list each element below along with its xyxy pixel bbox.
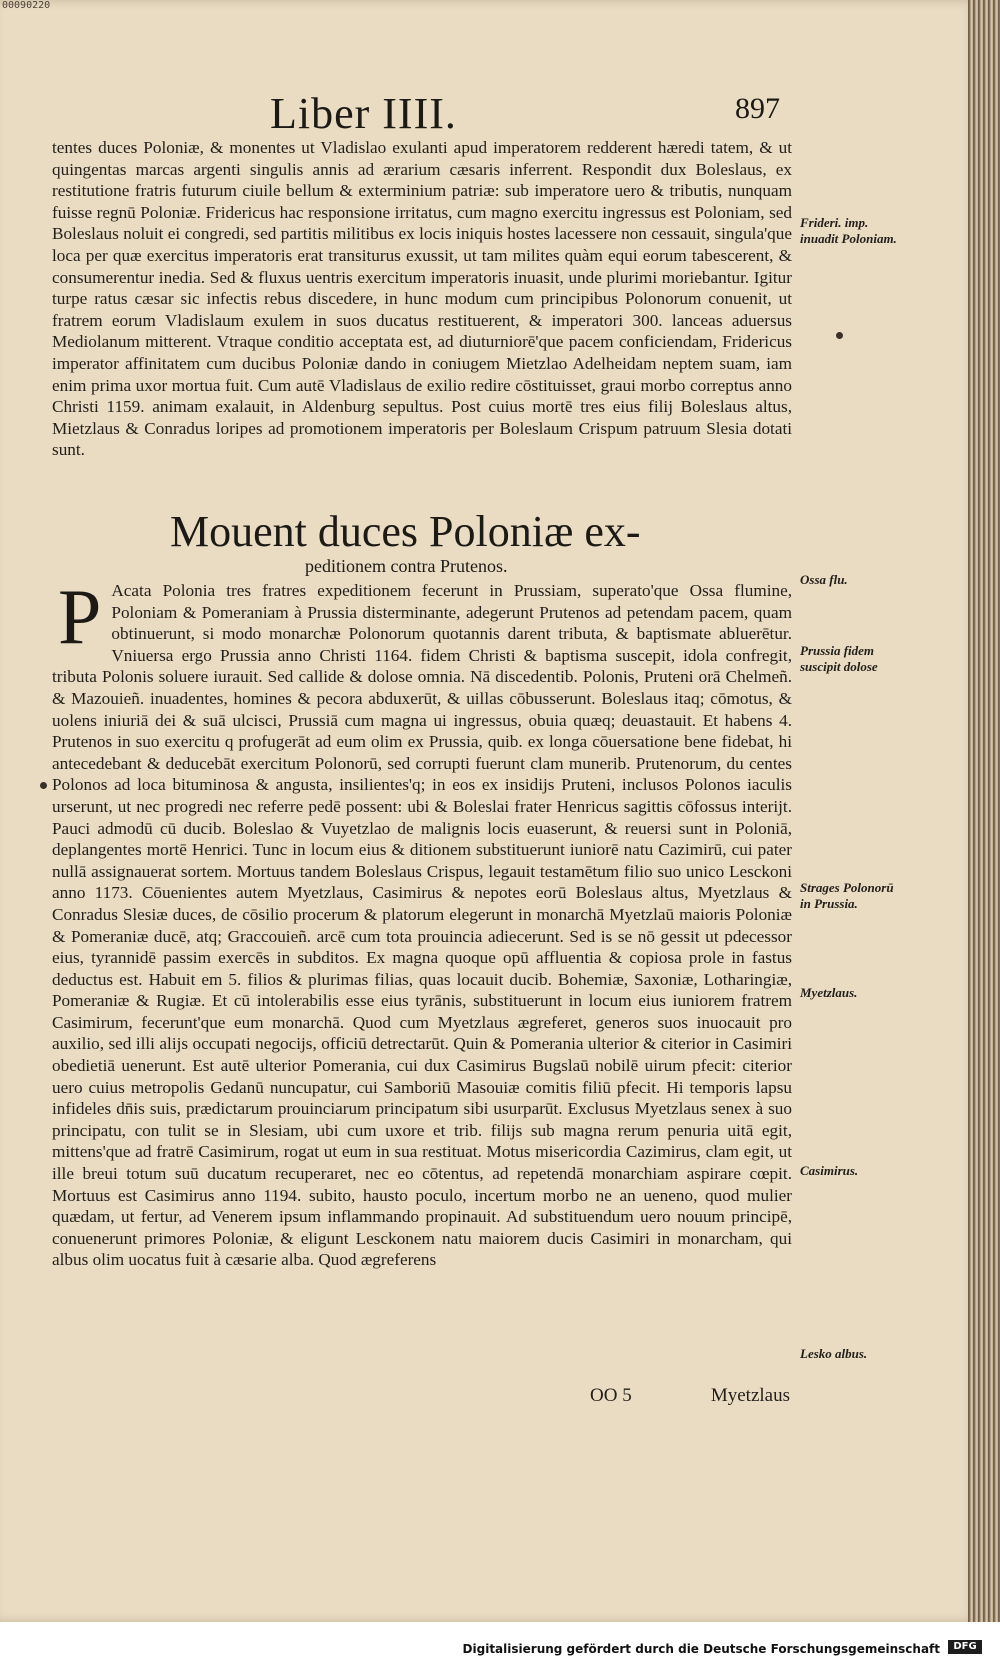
paragraph-1: tentes duces Poloniæ, & monentes ut Vladislao exulanti apud imperatorem redderent hæredi tatem, & ut quingentas marcas argenti singulis annis ad ærarium cæsaris inferrent. Respondit dux Boleslaus, ex restitutione fratris futurum ciuile bellum & exterminium patriæ: sub imperatore uero & tributis, nunquam fuisse regnū Poloniæ. Fridericus hac responsione irritatus, cum magno exercitu ingressus est Poloniam, sed Boleslaus noluit ei congredi, sed partitis militibus ex locis iniquis hostes lacessere non cessauit, singula'que loca per quæ exercitus imperatoris erat transiturus exussit, ut tam milites quàm equi eorum tabescerent, & consumerentur inedia. Sed & fluxus uentris exercitum imperatoris inuasit, unde plurimi moriebantur. Igitur turpe ratus cæsar sic infectis rebus discedere, in hunc modum cum principibus Polonorum conuenit, ut fratrem eorum Vladislaum exulem in suos ducatus restituerent, & imperatori 300. lanceas aduersus Mediolanum mitterent. Vtraque conditio acceptata est, ad diuturniorē'que pacem conficiendam, Fridericus imperator affinitatem cum ducibus Poloniæ dando in coniugem Mietzlao Adelheidam neptem suam, iam enim prima uxor mortua fuit. Cum autē Vladislaus de exilio redire cōstituisset, graui morbo correptus anno Christi 1159. animam exalauit, in Aldenburg sepultus. Post cuius mortē tres eius filij Boleslaus altus, Mietzlaus & Conradus loripes ad promotionem imperatoris per Boleslaum Crispum patruum Slesia dotati sunt. xyxy=(52,138,792,460)
ink-dot-mark xyxy=(40,782,47,789)
marginal-note-6: Casimirus. xyxy=(800,1163,859,1178)
paragraph-2: Acata Polonia tres fratres expeditionem fecerunt in Prussiam, superato'que Ossa flumine, Poloniam & Pomeraniam à Prussia disterminante, adegerunt Prutenos ad petendam pacem, quam obtinuerunt, si modo monarchæ Polonorum quotannis darent tributa, & baptismate abluerētur. Vniuersa ergo Prussia anno Christi 1164. fidem Christi & baptisma suscepit, idola confregit, tributa Polonis soluere iurauit. Sed callide & dolose omnia. Nā discedentib. Polonis, Pruteni orā Chelmeñ. & Mazouieñ. inuadentes, homines & pecora abduxerūt, & uillas cōbusserunt. Boleslaus itaq; cōmotus, & uolens iniuriā dei & suā ulcisci, Prussiā cum magna ui ingressus, obuia quæq; deuastauit. Et habens 4. Prutenos in suo exercitu q profugerāt ad eum olim ex Prussia, quib. ex longa cōuersatione bene fidebat, hi antecedebant & deducebāt exercitum Polonorū, sed corrupti fuerunt clam munerib. Prutenorum, du centes Polonos ad loca bituminosa & angusta, insilientes'q; in eos ex insidijs Pruteni, inclusos Polonos iaculis urserunt, ut nec progredi nec referre pedē possent: ubi & Boleslai frater Henricus sagittis cōfossus interijt. Pauci admodū cū ducib. Boleslao & Vuyetzlao de malignis locis euaserunt, & reuersi sunt in Poloniā, deplangentes mortē Henrici. Tunc in locum eius & ditionem substituerunt iuniorē natu Cazimirū, cui pater nullā assignauerat sortem. Mortuus tandem Boleslaus Crispus, legauit testamētum filio suo unico Lesckoni anno 1173. Cōuenientes autem Myetzlaus, Casimirus & nepotes eorū Boleslaus altus, Myetzlaus & Conradus Slesiæ duces, de cōsilio procerum & platorum elegerunt in monarchā Myetzlaū maioris Poloniæ & Pomeraniæ ducē, atq; Graccouieñ. arcē cum tota prouincia adiecerunt. Sed is se nō gessit ut pdecessor eius, tyrannidē passim exercēs in subditos. Ex magna quoque opū affluentia & copiosa prole in fastus deductus est. Habuit em 5. filios & plurimas filias, quas locauit ducib. Bohemiæ, Saxoniæ, Lotharingiæ, Pomeraniæ & Rugiæ. Et cū intolerabilis esse eius tyrānis, substituerunt in locum eius iuniorem fratrem Casimirum, fecerunt'que eum monarchā. Quod cum Myetzlaus ægreferet, generos suos inuocauit pro auxilio, sed illi alijs occupati negocijs, officiū detrectarūt. Quin & Pomerania ulterior & citerior in Casimiri obedietiā uenerunt. Est autē ulterior Pomerania, cui dux Casimirus Bugslaū nobilē uirum pfecit: citerior uero cuius metropolis Gedanū nuncupatur, cui Samboriū Masouiæ comitis filiū pfecit. Hi temporis lapsu infideles dn̄is suis, prædictarum prouinciarum principatum sibi usurparūt. Exclusus Myetzlaus senex à suo principatu, con tulit se in Slesiam, ubi cum uxore et trib. filijs sub magna rerum penuria uitā egit, mittens'que ad fratrē Casimirum, rogat ut eum in sua restituat. Motus misericordia Cazimirus, clam egit, ut ille breui totum suū ducatum recuperaret, nec eo cōtentus, ad repetendā monarchiam aspirare cœpit. Mortuus est Casimirus anno 1194. subito, hausto poculo, incertum morbo ne an ueneno, quod mulier quædam, ut fertur, ad Venerem ipsum inflammando propinauit. Ad substituendum uero nouum principē, conuenerunt primores Poloniæ, & eligunt Lesckonem natu maiorem ducis Casimiri in monarcham, qui albus olim uocatus fuit à cæsarie alba. Quod ægreferens xyxy=(52,581,792,1270)
running-head: Liber IIII. xyxy=(270,89,457,138)
catchword-line xyxy=(590,1385,790,1407)
dfg-logo: DFG xyxy=(948,1640,982,1654)
book-page-edge xyxy=(968,0,1000,1622)
marginal-note-7: Lesko albus. xyxy=(800,1346,868,1361)
catchword: Myetzlaus xyxy=(710,1385,790,1406)
body-text-1 xyxy=(52,137,792,461)
body-text-2 xyxy=(52,573,792,1271)
drop-cap: P xyxy=(58,573,102,660)
ink-dot-mark xyxy=(836,332,843,339)
folio-number: 897 xyxy=(735,92,780,125)
marginal-note-4: Strages Polonorū in Prussia. xyxy=(800,880,894,911)
section-subheading: peditionem contra Prutenos. xyxy=(305,556,508,576)
funding-notice: Digitalisierung gefördert durch die Deutsche Forschungsgemeinschaft xyxy=(462,1642,940,1656)
section-heading: Mouent duces Poloniæ ex- xyxy=(170,507,641,556)
marginal-note-5: Myetzlaus. xyxy=(800,985,858,1000)
signature-mark: OO 5 xyxy=(590,1385,632,1406)
marginal-note-2: Ossa flu. xyxy=(800,572,848,587)
marginal-note-1: Frideri. imp. inuadit Poloniam. xyxy=(800,215,897,246)
marginal-note-3: Prussia fidem suscipit dolose xyxy=(800,643,878,674)
corner-mark: 00090220 xyxy=(2,0,51,11)
